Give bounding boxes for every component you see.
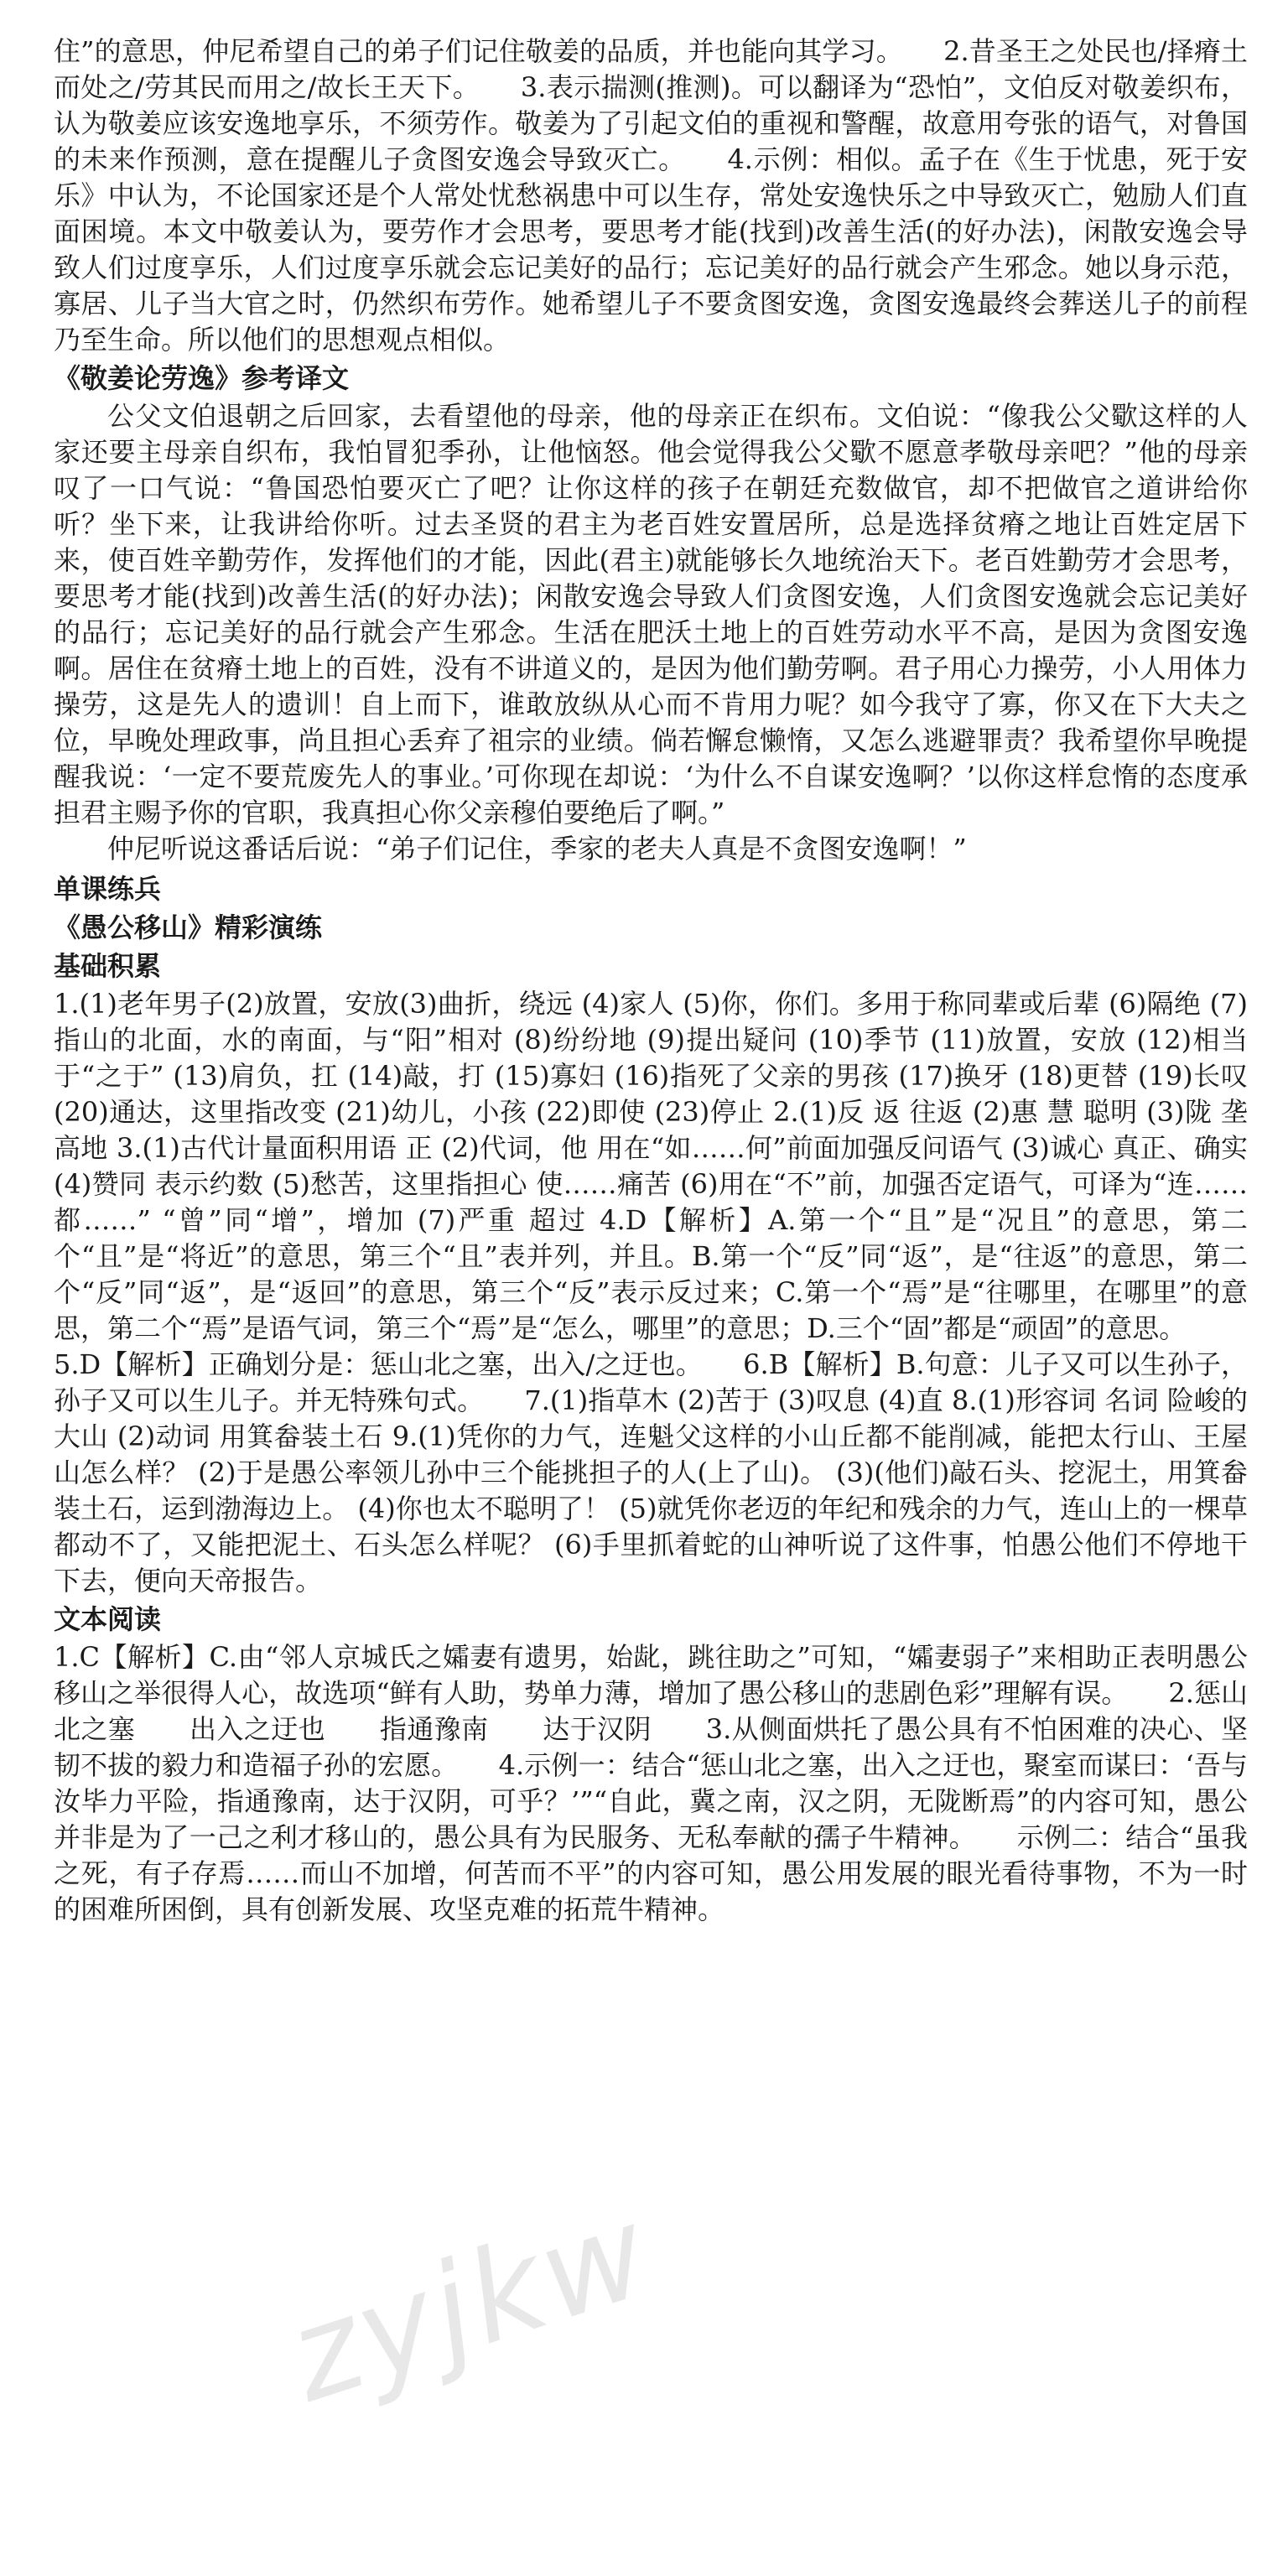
basics-paragraph: 1.(1)老年男子(2)放置，安放(3)曲折，绕远 (4)家人 (5)你，你们。多用于称同辈或后辈 (6)隔绝 (7)指山的北面，水的南面，与“阳”相对 (8)纷纷地 (9)提出疑问 (10)季节 (11)放置，安放 (12)相当于“之于” (13)肩负，扛 (14)敲，打 (15)寡妇 (16)指死了父亲的男孩 (17)换牙 (18)更替 (19)长叹 (20)通达，这里指改变 (21)幼儿，小孩 (22)即使 (23)停止 2.(1)反 返 往返 (2)惠 慧 聪明 (3)陇 垄 高地 3.(1)古代计量面积用语 正 (2)代词，他 用在“如……何”前面加强反问语气 (3)诚心 真正、确实 (4)赞同 表示约数 (5)愁苦，这里指担心 使……痛苦 (6)用在“不”前，加强否定语气，可译为“连……都……” “曾”同“增”，增加 (7)严重 超过 4.D【解析】A.第一个“且”是“况且”的意思，第二个“且”是“将近”的意思，第三个“且”表并列，并且。B.第一个“反”同“返”，是“往返”的意思，第二个“反”同“返”，是“返回”的意思，第三个“反”表示反过来；C.第一个“焉”是“往哪里，在哪里”的意思，第二个“焉”是语气词，第三个“焉”是“怎么，哪里”的意思；D.三个“固”都是“顽固”的意思。 <box>54 988 1248 1344</box>
watermark: zyjkw <box>273 2178 668 2431</box>
lesson-title: 《愚公移山》精彩演练 <box>54 911 323 943</box>
reading-paragraph: 1.C【解析】C.由“邻人京城氏之孀妻有遗男，始龀，跳往助之”可知，“孀妻弱子”来相助正表明愚公移山之举很得人心，故选项“鲜有人助，势单力薄，增加了愚公移山的悲剧色彩”理解有误。 2.惩山北之塞 出入之迂也 指通豫南 达于汉阴 3.从侧面烘托了愚公具有不怕困难的决心、坚韧不拔的毅力和造福子孙的宏愿。 4.示例一：结合“惩山北之塞，出入之迂也，聚室而谋曰：‘吾与汝毕力平险，指通豫南，达于汉阴，可乎？’”“自此，冀之南，汉之阴，无陇断焉”的内容可知，愚公并非是为了一己之利才移山的，愚公具有为民服务、无私奉献的孺子牛精神。 示例二：结合“虽我之死，有子存焉……而山不加增，何苦而不平”的内容可知，愚公用发展的眼光看待事物，不为一时的困难所困倒，具有创新发展、攻坚克难的拓荒牛精神。 <box>54 1641 1248 1925</box>
translation-title: 《敬姜论劳逸》参考译文 <box>54 362 350 394</box>
answer-paragraph: 住”的意思，仲尼希望自己的弟子们记住敬姜的品质，并也能向其学习。 2.昔圣王之处民也/择瘠土而处之/劳其民而用之/故长王天下。 3.表示揣测(推测)。可以翻译为“恐怕”，文伯反对敬姜织布，认为敬姜应该安逸地享乐，不须劳作。敬姜为了引起文伯的重视和警醒，故意用夸张的语气，对鲁国的未来作预测，意在提醒儿子贪图安逸会导致灭亡。 4.示例：相似。孟子在《生于忧患，死于安乐》中认为，不论国家还是个人常处忧愁祸患中可以生存，常处安逸快乐之中导致灭亡，勉励人们直面困境。本文中敬姜认为，要劳作才会思考，要思考才能(找到)改善生活(的好办法)，闲散安逸会导致人们过度享乐，人们过度享乐就会忘记美好的品行；忘记美好的品行就会产生邪念。她以身示范，寡居、儿子当大官之时，仍然织布劳作。她希望儿子不要贪图安逸，贪图安逸最终会葬送儿子的前程乃至生命。所以他们的思想观点相似。 <box>54 35 1248 356</box>
basics-paragraph-2: 5.D【解析】正确划分是：惩山北之塞，出入/之迂也。 6.B【解析】B.句意：儿子又可以生孙子，孙子又可以生儿子。并无特殊句式。 7.(1)指草木 (2)苦于 (3)叹息 (4)直 8.(1)形容词 名词 险峻的大山 (2)动词 用箕畚装土石 9.(1)凭你的力气，连魁父这样的小山丘都不能削减，能把太行山、王屋山怎么样？ (2)于是愚公率领儿孙中三个能挑担子的人(上了山)。 (3)(他们)敲石头、挖泥土，用箕畚装土石，运到渤海边上。 (4)你也太不聪明了！ (5)就凭你老迈的年纪和残余的力气，连山上的一棵草都动不了，又能把泥土、石头怎么样呢？ (6)手里抓着蛇的山神听说了这件事，怕愚公他们不停地干下去，便向天帝报告。 <box>54 1348 1248 1597</box>
translation-paragraph: 公父文伯退朝之后回家，去看望他的母亲，他的母亲正在织布。文伯说：“像我公父歜这样的人家还要主母亲自织布，我怕冒犯季孙，让他恼怒。他会觉得我公父歜不愿意孝敬母亲吧？”他的母亲叹了一口气说：“鲁国恐怕要灭亡了吧？让你这样的孩子在朝廷充数做官，却不把做官之道讲给你听？坐下来，让我讲给你听。过去圣贤的君主为老百姓安置居所，总是选择贫瘠之地让百姓定居下来，使百姓辛勤劳作，发挥他们的才能，因此(君主)就能够长久地统治天下。老百姓勤劳才会思考，要思考才能(找到)改善生活(的好办法)；闲散安逸会导致人们贪图安逸，人们贪图安逸就会忘记美好的品行；忘记美好的品行就会产生邪念。生活在肥沃土地上的百姓劳动水平不高，是因为贪图安逸啊。居住在贫瘠土地上的百姓，没有不讲道义的，是因为他们勤劳啊。君子用心力操劳，小人用体力操劳，这是先人的遗训！自上而下，谁敢放纵从心而不肯用力呢？如今我守了寡，你又在下大夫之位，早晚处理政事，尚且担心丢弃了祖宗的业绩。倘若懈怠懒惰，又怎么逃避罪责？我希望你早晚提醒我说：‘一定不要荒废先人的事业。’可你现在却说：‘为什么不自谋安逸啊？’以你这样怠惰的态度承担君主赐予你的官职，我真担心你父亲穆伯要绝后了啊。” <box>54 400 1248 828</box>
translation-paragraph-2: 仲尼听说这番话后说：“弟子们记住，季家的老夫人真是不贪图安逸啊！” <box>107 833 967 865</box>
section-title: 单课练兵 <box>54 873 162 905</box>
basics-title: 基础积累 <box>54 950 162 982</box>
reading-title: 文本阅读 <box>54 1603 162 1635</box>
